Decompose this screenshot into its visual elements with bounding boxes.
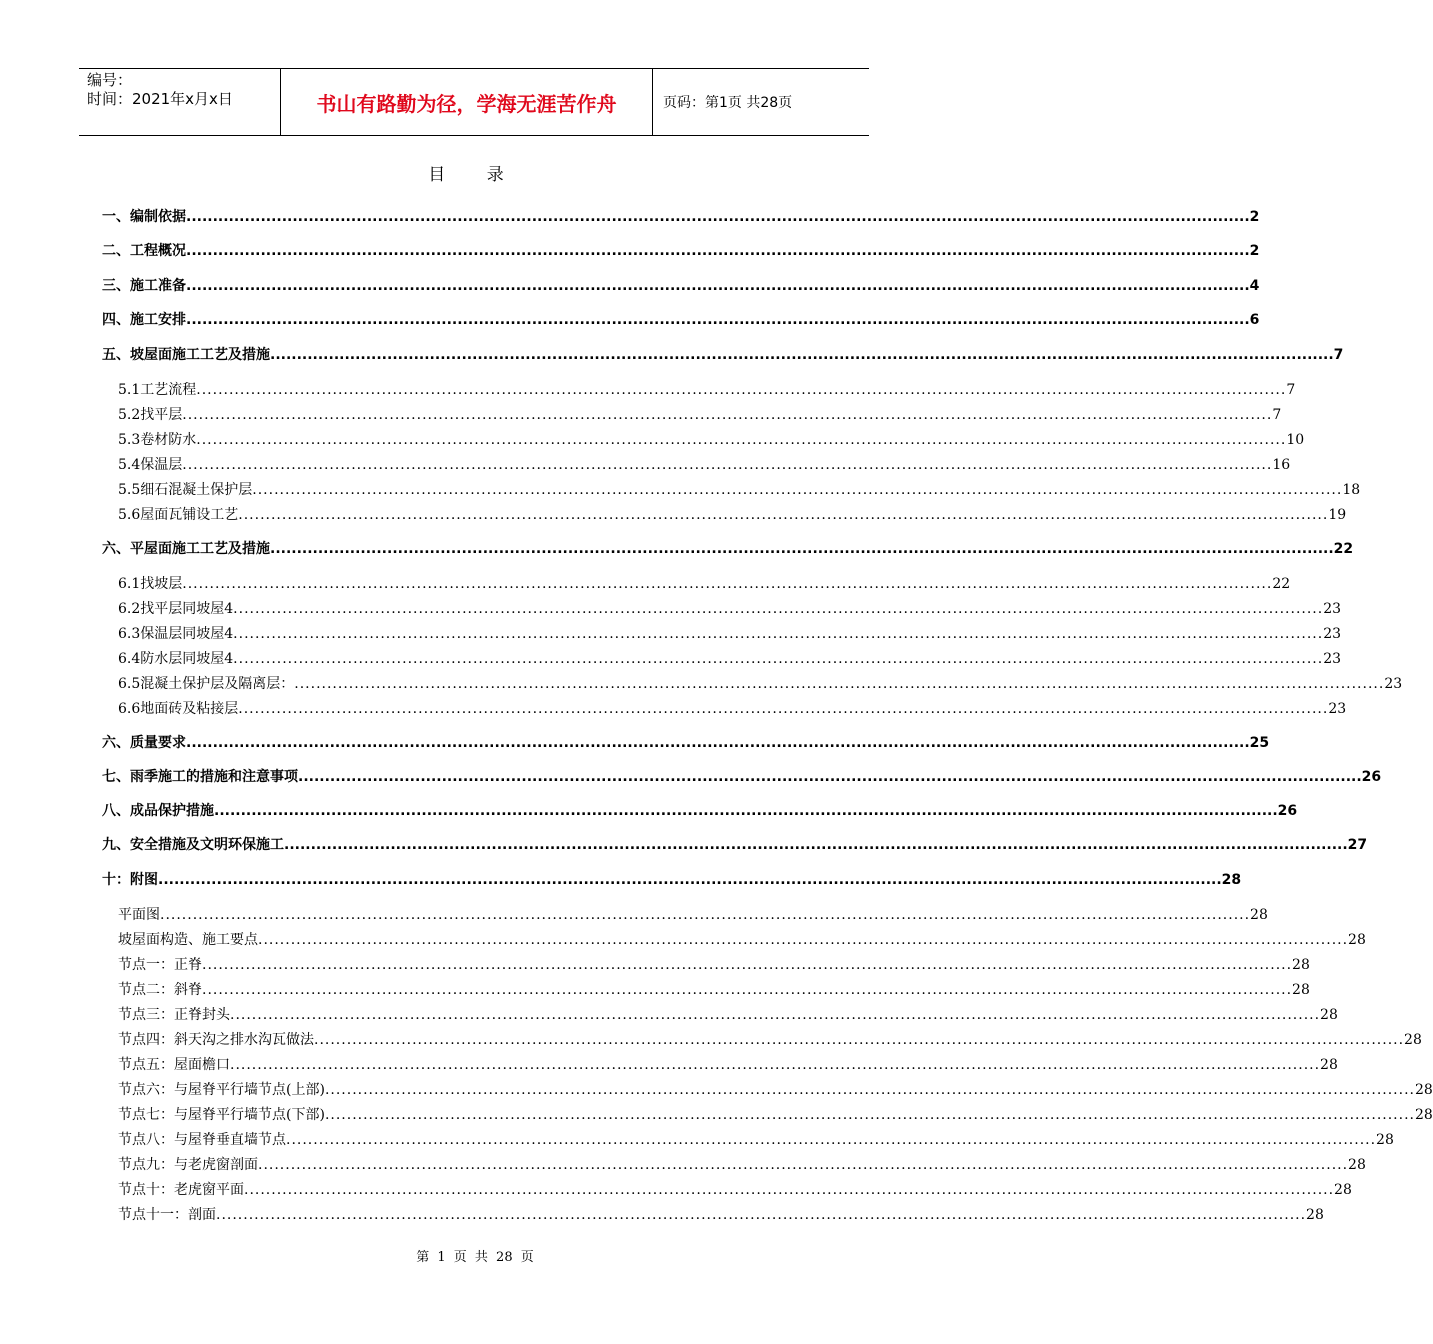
- toc-leader-dots: ........................................................................................................................................................................................................: [216, 1207, 1307, 1223]
- toc-leader-dots: ........................................................................................................................................................................................................: [196, 382, 1287, 398]
- toc-leader-dots: ........................................................................................................................................................................................................: [233, 651, 1324, 667]
- toc-leader-dots: ........................................................................................................................................................................................................: [230, 1007, 1321, 1023]
- page-header: [79, 68, 869, 136]
- toc-entry-label: 节点二：斜脊: [118, 982, 202, 998]
- toc-entry: [118, 1205, 1324, 1225]
- toc-entry-page: 22: [1272, 576, 1291, 592]
- toc-entry-page: 22: [1333, 541, 1354, 557]
- toc-entry: [118, 930, 1366, 950]
- toc-entry: [118, 649, 1342, 669]
- toc-leader-dots: ........................................................................................................................................................................................................: [186, 278, 1250, 294]
- toc-entry-page: 27: [1347, 837, 1368, 853]
- toc-entry-page: 18: [1342, 482, 1361, 498]
- toc-leader-dots: ........................................................................................................................................................................................................: [182, 407, 1273, 423]
- toc-entry-page: 28: [1221, 872, 1242, 888]
- toc-leader-dots: ........................................................................................................................................................................................................: [230, 1057, 1321, 1073]
- toc-entry: [102, 767, 1382, 787]
- toc-leader-dots: ........................................................................................................................................................................................................: [324, 1107, 1415, 1123]
- toc-entry: [102, 276, 1260, 296]
- toc-leader-dots: ........................................................................................................................................................................................................: [286, 1132, 1377, 1148]
- toc-entry-label: 三、施工准备: [102, 278, 186, 294]
- toc-entry-page: 6: [1249, 312, 1260, 328]
- toc-entry-page: 26: [1277, 803, 1298, 819]
- toc-entry-label: 5.6屋面瓦铺设工艺: [118, 507, 239, 523]
- toc-entry-page: 2: [1249, 243, 1260, 259]
- toc-entry: [118, 505, 1347, 525]
- toc-entry: [102, 870, 1242, 890]
- toc-entry: [118, 1180, 1352, 1200]
- toc-entry: [118, 905, 1268, 925]
- toc-entry: [118, 1155, 1366, 1175]
- toc-entry-label: 平面图: [118, 907, 160, 923]
- toc-leader-dots: ........................................................................................................................................................................................................: [238, 507, 1329, 523]
- toc-entry-page: 19: [1328, 507, 1347, 523]
- toc-leader-dots: ........................................................................................................................................................................................................: [298, 769, 1362, 785]
- toc-entry-label: 二、工程概况: [102, 243, 186, 259]
- toc-entry-page: 4: [1249, 278, 1260, 294]
- toc-entry-label: 5.5细石混凝土保护层: [118, 482, 253, 498]
- toc-entry-page: 28: [1334, 1182, 1352, 1198]
- toc-leader-dots: ........................................................................................................................................................................................................: [294, 676, 1385, 692]
- toc-entry-page: 28: [1320, 1007, 1338, 1023]
- toc-title: 目 录: [428, 165, 522, 185]
- toc-entry-label: 节点十一：剖面: [118, 1207, 216, 1223]
- toc-entry-label: 节点九：与老虎窗剖面: [118, 1157, 258, 1173]
- toc-entry-page: 16: [1272, 457, 1291, 473]
- toc-entry-label: 节点六：与屋脊平行墙节点(上部): [118, 1082, 325, 1098]
- toc-entry: [102, 733, 1270, 753]
- toc-entry-label: 6.2找平层同坡屋4: [118, 601, 234, 617]
- toc-entry-label: 六、质量要求: [102, 735, 186, 751]
- toc-entry: [102, 345, 1344, 365]
- toc-entry: [118, 380, 1296, 400]
- toc-entry: [102, 241, 1260, 261]
- toc-entry-label: 节点四：斜天沟之排水沟瓦做法: [118, 1032, 314, 1048]
- header-meta: [79, 69, 281, 135]
- toc-entry-label: 6.4防水层同坡屋4: [118, 651, 234, 667]
- toc-entry: [118, 430, 1305, 450]
- serial-label: 编号：: [87, 71, 133, 89]
- toc-entry-page: 7: [1272, 407, 1282, 423]
- toc-entry-page: 28: [1306, 1207, 1324, 1223]
- toc-entry-label: 节点八：与屋脊垂直墙节点: [118, 1132, 286, 1148]
- toc-entry: [118, 699, 1347, 719]
- toc-leader-dots: ........................................................................................................................................................................................................: [186, 735, 1250, 751]
- toc-leader-dots: ........................................................................................................................................................................................................: [258, 932, 1349, 948]
- toc-entry-page: 28: [1292, 982, 1310, 998]
- toc-entry: [102, 539, 1354, 559]
- toc-entry: [118, 955, 1310, 975]
- toc-entry-page: 28: [1376, 1132, 1394, 1148]
- page-footer: 第 1 页 共 28 页: [416, 1250, 534, 1265]
- toc-entry-page: 2: [1249, 209, 1260, 225]
- toc-leader-dots: ........................................................................................................................................................................................................: [284, 837, 1348, 853]
- toc-leader-dots: ........................................................................................................................................................................................................: [186, 312, 1250, 328]
- toc-entry-label: 6.5混凝土保护层及隔离层：: [118, 676, 295, 692]
- toc-leader-dots: ........................................................................................................................................................................................................: [186, 209, 1250, 225]
- toc-entry-page: 28: [1348, 932, 1366, 948]
- time-label: 时间：2021年x月x日: [87, 90, 233, 108]
- toc-entry: [118, 480, 1361, 500]
- toc-entry-label: 6.1找坡层: [118, 576, 183, 592]
- toc-entry: [118, 980, 1310, 1000]
- toc-leader-dots: ........................................................................................................................................................................................................: [233, 626, 1324, 642]
- toc-leader-dots: ........................................................................................................................................................................................................: [238, 701, 1329, 717]
- toc-leader-dots: ........................................................................................................................................................................................................: [186, 243, 1250, 259]
- toc-entry-label: 六、平屋面施工工艺及措施: [102, 541, 270, 557]
- toc-entry-label: 坡屋面构造、施工要点: [118, 932, 258, 948]
- toc-entry-label: 6.3保温层同坡屋4: [118, 626, 234, 642]
- toc-entry-page: 28: [1292, 957, 1310, 973]
- toc-entry-label: 5.3卷材防水: [118, 432, 197, 448]
- header-motto: 书山有路勤为径，学海无涯苦作舟: [281, 69, 653, 135]
- toc-entry: [118, 455, 1291, 475]
- toc-leader-dots: ........................................................................................................................................................................................................: [158, 872, 1222, 888]
- toc-entry-label: 节点十：老虎窗平面: [118, 1182, 244, 1198]
- toc-entry-label: 八、成品保护措施: [102, 803, 214, 819]
- toc-leader-dots: ........................................................................................................................................................................................................: [270, 347, 1334, 363]
- toc-entry-label: 节点一：正脊: [118, 957, 202, 973]
- toc-entry-page: 28: [1414, 1082, 1433, 1098]
- toc-leader-dots: ........................................................................................................................................................................................................: [252, 482, 1343, 498]
- toc-entry-label: 七、雨季施工的措施和注意事项: [102, 769, 298, 785]
- toc-leader-dots: ........................................................................................................................................................................................................: [244, 1182, 1335, 1198]
- toc-leader-dots: ........................................................................................................................................................................................................: [182, 576, 1273, 592]
- toc-entry-label: 节点七：与屋脊平行墙节点(下部): [118, 1107, 325, 1123]
- toc-leader-dots: ........................................................................................................................................................................................................: [196, 432, 1287, 448]
- toc-entry: [118, 1055, 1338, 1075]
- toc-entry-page: 23: [1323, 651, 1342, 667]
- toc-entry-label: 节点三：正脊封头: [118, 1007, 230, 1023]
- toc-entry-label: 十：附图: [102, 872, 158, 888]
- toc-leader-dots: ........................................................................................................................................................................................................: [324, 1082, 1415, 1098]
- toc-entry-page: 23: [1323, 601, 1342, 617]
- toc-entry-page: 23: [1328, 701, 1347, 717]
- toc-entry: [118, 1005, 1338, 1025]
- toc-entry-page: 7: [1333, 347, 1344, 363]
- header-page-info: 页码：第1页 共28页: [663, 95, 793, 111]
- toc-entry: [102, 310, 1260, 330]
- toc-entry-page: 7: [1286, 382, 1296, 398]
- toc-entry: [102, 835, 1368, 855]
- toc-entry-page: 28: [1404, 1032, 1422, 1048]
- toc-leader-dots: ........................................................................................................................................................................................................: [314, 1032, 1405, 1048]
- toc-entry: [118, 599, 1342, 619]
- toc-entry-label: 5.4保温层: [118, 457, 183, 473]
- toc-entry-label: 九、安全措施及文明环保施工: [102, 837, 284, 853]
- toc-entry-label: 6.6地面砖及粘接层: [118, 701, 239, 717]
- toc-entry-page: 28: [1414, 1107, 1433, 1123]
- toc-entry-label: 四、施工安排: [102, 312, 186, 328]
- toc-leader-dots: ........................................................................................................................................................................................................: [160, 907, 1251, 923]
- toc-leader-dots: ........................................................................................................................................................................................................: [258, 1157, 1349, 1173]
- toc-entry-page: 25: [1249, 735, 1270, 751]
- toc-leader-dots: ........................................................................................................................................................................................................: [182, 457, 1273, 473]
- toc-entry-page: 28: [1320, 1057, 1338, 1073]
- toc-entry-label: 一、编制依据: [102, 209, 186, 225]
- toc-leader-dots: ........................................................................................................................................................................................................: [270, 541, 1334, 557]
- toc-entry-page: 10: [1286, 432, 1305, 448]
- toc-entry: [118, 405, 1282, 425]
- toc-entry: [102, 801, 1298, 821]
- toc-entry: [118, 1105, 1433, 1125]
- toc-entry-label: 节点五：屋面檐口: [118, 1057, 230, 1073]
- toc-entry: [118, 674, 1403, 694]
- toc-entry-page: 23: [1323, 626, 1342, 642]
- toc-entry: [118, 1130, 1394, 1150]
- toc-entry-label: 五、坡屋面施工工艺及措施: [102, 347, 270, 363]
- toc-entry-label: 5.2找平层: [118, 407, 183, 423]
- toc-entry: [102, 207, 1260, 227]
- toc-entry: [118, 1030, 1422, 1050]
- toc-entry-label: 5.1工艺流程: [118, 382, 197, 398]
- toc-leader-dots: ........................................................................................................................................................................................................: [233, 601, 1324, 617]
- toc-entry: [118, 1080, 1433, 1100]
- toc-entry-page: 28: [1348, 1157, 1366, 1173]
- toc-leader-dots: ........................................................................................................................................................................................................: [214, 803, 1278, 819]
- toc-leader-dots: ........................................................................................................................................................................................................: [202, 957, 1293, 973]
- toc-entry: [118, 624, 1342, 644]
- toc-entry: [118, 574, 1291, 594]
- toc-leader-dots: ........................................................................................................................................................................................................: [202, 982, 1293, 998]
- toc-entry-page: 23: [1384, 676, 1403, 692]
- toc-entry-page: 26: [1361, 769, 1382, 785]
- toc-entry-page: 28: [1250, 907, 1268, 923]
